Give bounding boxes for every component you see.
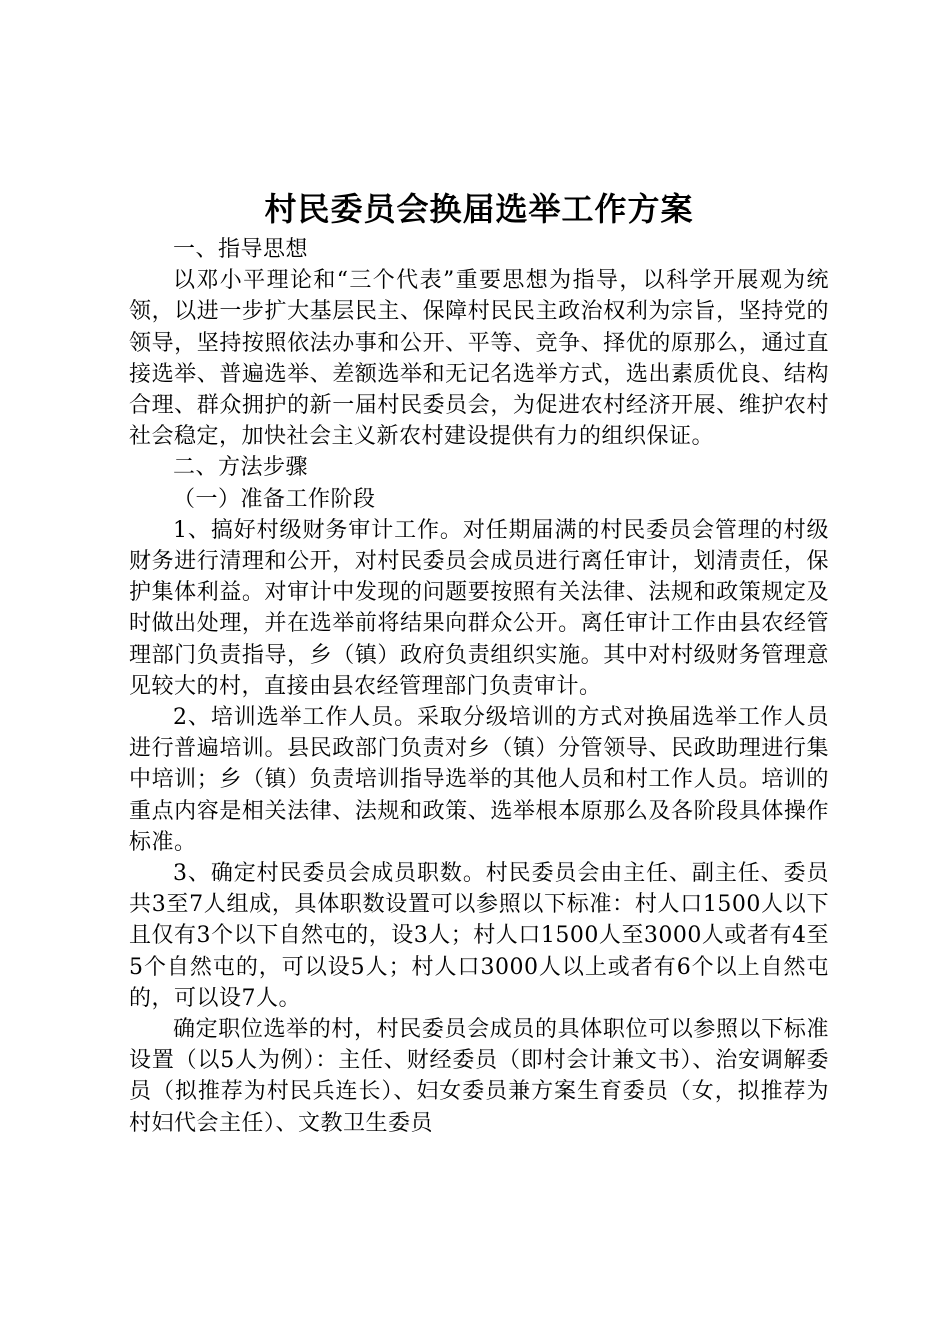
paragraph-financial-audit: 1、搞好村级财务审计工作。对任期届满的村民委员会管理的村级财务进行清理和公开，对村民委员会成员进行离任审计，划清责任，保护集体利益。对审计中发现的问题要按照有关法律、法规和政策规定及时做出处理，并在选举前将结果向群众公开。离任审计工作由县农经管理部门负责指导，乡（镇）政府负责组织实施。其中对村级财务管理意见较大的村，直接由县农经管理部门负责审计。 bbox=[129, 517, 829, 699]
paragraph-member-count: 3、确定村民委员会成员职数。村民委员会由主任、副主任、委员共3至7人组成，具体职数设置可以参照以下标准：村人口1500人以下且仅有3个以下自然屯的，设3人；村人口1500人至3000人或者有4至5个自然屯的，可以设5人；村人口3000人以上或者有6个以上自然屯的，可以设7人。 bbox=[129, 861, 829, 1011]
paragraph-staff-training: 2、培训选举工作人员。采取分级培训的方式对换届选举工作人员进行普遍培训。县民政部门负责对乡（镇）分管领导、民政助理进行集中培训；乡（镇）负责培训指导选举的其他人员和村工作人员。培训的重点内容是相关法律、法规和政策、选举根本原那么及各阶段具体操作标准。 bbox=[129, 705, 829, 855]
section-heading-methods-steps: 二、方法步骤 bbox=[173, 455, 309, 481]
document-title: 村民委员会换届选举工作方案 bbox=[264, 190, 694, 228]
subsection-heading-preparation: （一）准备工作阶段 bbox=[173, 486, 376, 512]
section-heading-guiding-ideology: 一、指导思想 bbox=[173, 237, 309, 262]
document-page bbox=[129, 186, 829, 1139]
paragraph-position-election: 确定职位选举的村，村民委员会成员的具体职位可以参照以下标准设置（以5人为例）：主任、财经委员（即村会计兼文书）、治安调解委员（拟推荐为村民兵连长）、妇女委员兼方案生育委员（女，拟推荐为村妇代会主任）、文教卫生委员 bbox=[129, 1017, 829, 1136]
paragraph-guiding-ideology: 以邓小平理论和“三个代表”重要思想为指导，以科学开展观为统领，以进一步扩大基层民主、保障村民民主政治权利为宗旨，坚持党的领导，坚持按照依法办事和公开、平等、竞争、择优的原那么，通过直接选举、普遍选举、差额选举和无记名选举方式，选出素质优良、结构合理、群众拥护的新一届村民委员会，为促进农村经济开展、维护农村社会稳定，加快社会主义新农村建设提供有力的组织保证。 bbox=[129, 268, 829, 450]
